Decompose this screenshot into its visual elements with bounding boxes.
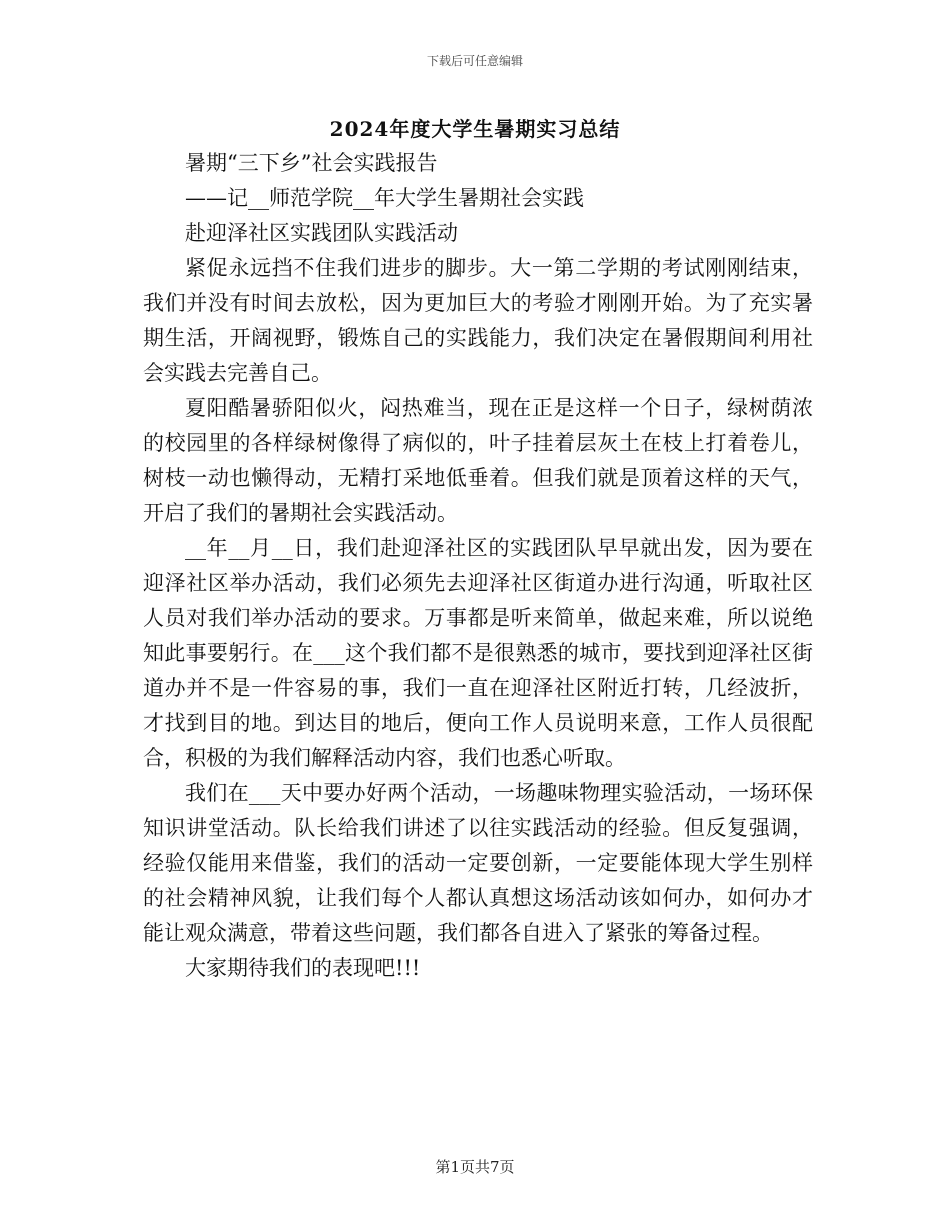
- document-title: 2024年度大学生暑期实习总结: [329, 117, 621, 141]
- paragraph-subtitle-1: 暑期“三下乡”社会实践报告: [185, 151, 438, 175]
- paragraph-subtitle-3: 赴迎泽社区实践团队实践活动: [185, 221, 458, 245]
- paragraph-body-5: 大家期待我们的表现吧!!!: [185, 956, 421, 980]
- page-number: 第1页共7页: [435, 1158, 515, 1176]
- paragraph-body-2: 夏阳酷暑骄阳似火，闷热难当，现在正是这样一个日子，绿树荫浓的校园里的各样绿树像得了病似的，叶子挂着层灰土在枝上打着卷儿，树枝一动也懒得动，无精打采地低垂着。但我们就是顶着这样的天气，开启了我们的暑期社会实践活动。: [143, 396, 813, 525]
- page-header-note: 下载后可任意编辑: [426, 54, 523, 68]
- document-body: [143, 146, 813, 986]
- paragraph-subtitle-2: ——记__师范学院__年大学生暑期社会实践: [185, 186, 584, 210]
- paragraph-body-3: __年__月__日，我们赴迎泽社区的实践团队早早就出发，因为要在迎泽社区举办活动，我们必须先去迎泽社区街道办进行沟通，听取社区人员对我们举办活动的要求。万事都是听来简单，做起来难，所以说绝知此事要躬行。在___这个我们都不是很熟悉的城市，要找到迎泽社区街道办并不是一件容易的事，我们一直在迎泽社区附近打转，几经波折，才找到目的地。到达目的地后，便向工作人员说明来意，工作人员很配合，积极的为我们解释活动内容，我们也悉心听取。: [143, 536, 813, 770]
- paragraph-body-1: 紧促永远挡不住我们进步的脚步。大一第二学期的考试刚刚结束，我们并没有时间去放松，因为更加巨大的考验才刚刚开始。为了充实暑期生活，开阔视野，锻炼自己的实践能力，我们决定在暑假期间利用社会实践去完善自己。: [143, 256, 813, 385]
- paragraph-body-4: 我们在___天中要办好两个活动，一场趣味物理实验活动，一场环保知识讲堂活动。队长给我们讲述了以往实践活动的经验。但反复强调，经验仅能用来借鉴，我们的活动一定要创新，一定要能体现大学生别样的社会精神风貌，让我们每个人都认真想这场活动该如何办，如何办才能让观众满意，带着这些问题，我们都各自进入了紧张的筹备过程。: [143, 781, 813, 945]
